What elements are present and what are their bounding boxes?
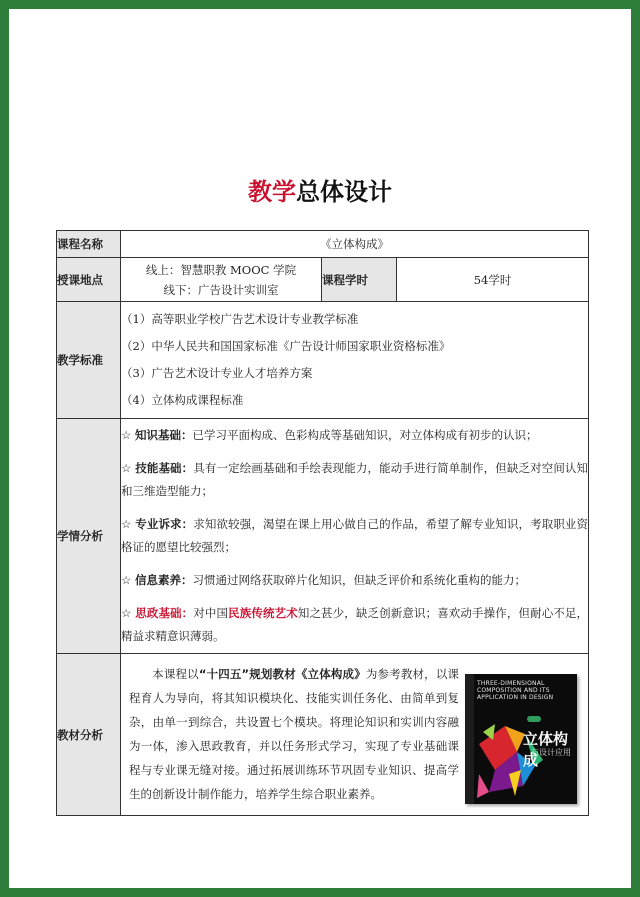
standard-item: （3）广告艺术设计专业人才培养方案 [121, 366, 313, 380]
material-rest: 为参考教材，以课程育人为导向，将其知识模块化、技能实训任务化、由简单到复杂，由单一到综合，共设置七个模块。将理论知识和实训内容融为一体，渗入思政教育，并以任务形式学习，实现了专业基础课程与专业课无缝对接。通过拓展训练环节巩固专业知识、提高学生的创新设计制作能力，培养学生综合职业素养。 [129, 667, 459, 801]
row-analysis [57, 419, 589, 654]
material-body [121, 654, 588, 815]
analysis-key: 思政基础： [135, 606, 194, 620]
row-standards [57, 302, 589, 419]
material-bold: “十四五”规划教材《立体构成》 [198, 667, 366, 681]
title-red-part: 教学 [248, 178, 296, 206]
standards-list [121, 302, 589, 419]
material-content [121, 654, 589, 816]
analysis-item [121, 569, 588, 592]
material-label: 教材分析 [57, 654, 121, 816]
analysis-highlight: 民族传统艺术 [228, 606, 298, 620]
analysis-content [121, 419, 589, 654]
row-material [57, 654, 589, 816]
course-name-label: 课程名称 [57, 231, 121, 258]
place-value [121, 258, 322, 302]
analysis-item [121, 602, 588, 648]
hours-label: 课程学时 [322, 258, 397, 302]
standard-item: （1）高等职业学校广告艺术设计专业教学标准 [121, 312, 359, 326]
book-badge [527, 716, 541, 722]
analysis-text: 知之甚少，缺乏创新意识；喜欢动手操作，但耐心不足，精益求精意识薄弱。 [121, 606, 589, 643]
place-offline: 线下：广告设计实训室 [163, 282, 279, 297]
star-icon: ☆ [121, 428, 132, 442]
analysis-text: 已学习平面构成、色彩构成等基础知识，对立体构成有初步的认识； [192, 428, 538, 442]
book-spine [465, 674, 474, 804]
book-title: 立体构成 [523, 730, 569, 769]
page-title [0, 172, 640, 207]
design-table [56, 230, 589, 816]
analysis-item [121, 513, 588, 559]
place-label: 授课地点 [57, 258, 121, 302]
analysis-item [121, 457, 588, 503]
analysis-key: 专业诉求： [135, 517, 194, 531]
row-place [57, 258, 589, 302]
textbook-cover [465, 674, 577, 804]
standard-item: （4）立体构成课程标准 [121, 393, 244, 407]
star-icon: ☆ [121, 461, 132, 475]
row-course-name [57, 231, 589, 258]
star-icon: ☆ [121, 573, 132, 587]
material-text [129, 662, 459, 806]
analysis-key: 技能基础： [135, 461, 194, 475]
place-online: 线上：智慧职教 MOOC 学院 [145, 262, 297, 277]
analysis-label: 学情分析 [57, 419, 121, 654]
standards-label: 教学标准 [57, 302, 121, 419]
standard-item: （2）中华人民共和国国家标准《广告设计师国家职业资格标准》 [121, 339, 451, 353]
book-english-title: THREE-DIMENSIONAL COMPOSITION AND ITS APPLICATION IN DESIGN [477, 680, 554, 701]
analysis-key: 信息素养： [134, 573, 193, 587]
star-icon: ☆ [121, 606, 132, 620]
book-subtitle: 与设计应用 [531, 748, 571, 757]
analysis-text: 具有一定绘画基础和手绘表现能力，能动手进行简单制作，但缺乏对空间认知和三维造型能力； [121, 461, 589, 498]
material-intro: 本课程以 [152, 667, 199, 681]
course-name-value: 《立体构成》 [121, 231, 589, 258]
analysis-text: 习惯通过网络获取碎片化知识，但缺乏评价和系统化重构的能力； [192, 573, 526, 587]
title-black-part: 总体设计 [296, 178, 392, 206]
analysis-key: 知识基础： [134, 428, 193, 442]
analysis-text: 求知欲较强，渴望在课上用心做自己的作品，希望了解专业知识，考取职业资格证的愿望比较强烈； [121, 517, 589, 554]
analysis-text: 对中国 [193, 606, 229, 620]
hours-value: 54学时 [397, 258, 589, 302]
analysis-item [121, 424, 588, 447]
star-icon: ☆ [121, 517, 132, 531]
